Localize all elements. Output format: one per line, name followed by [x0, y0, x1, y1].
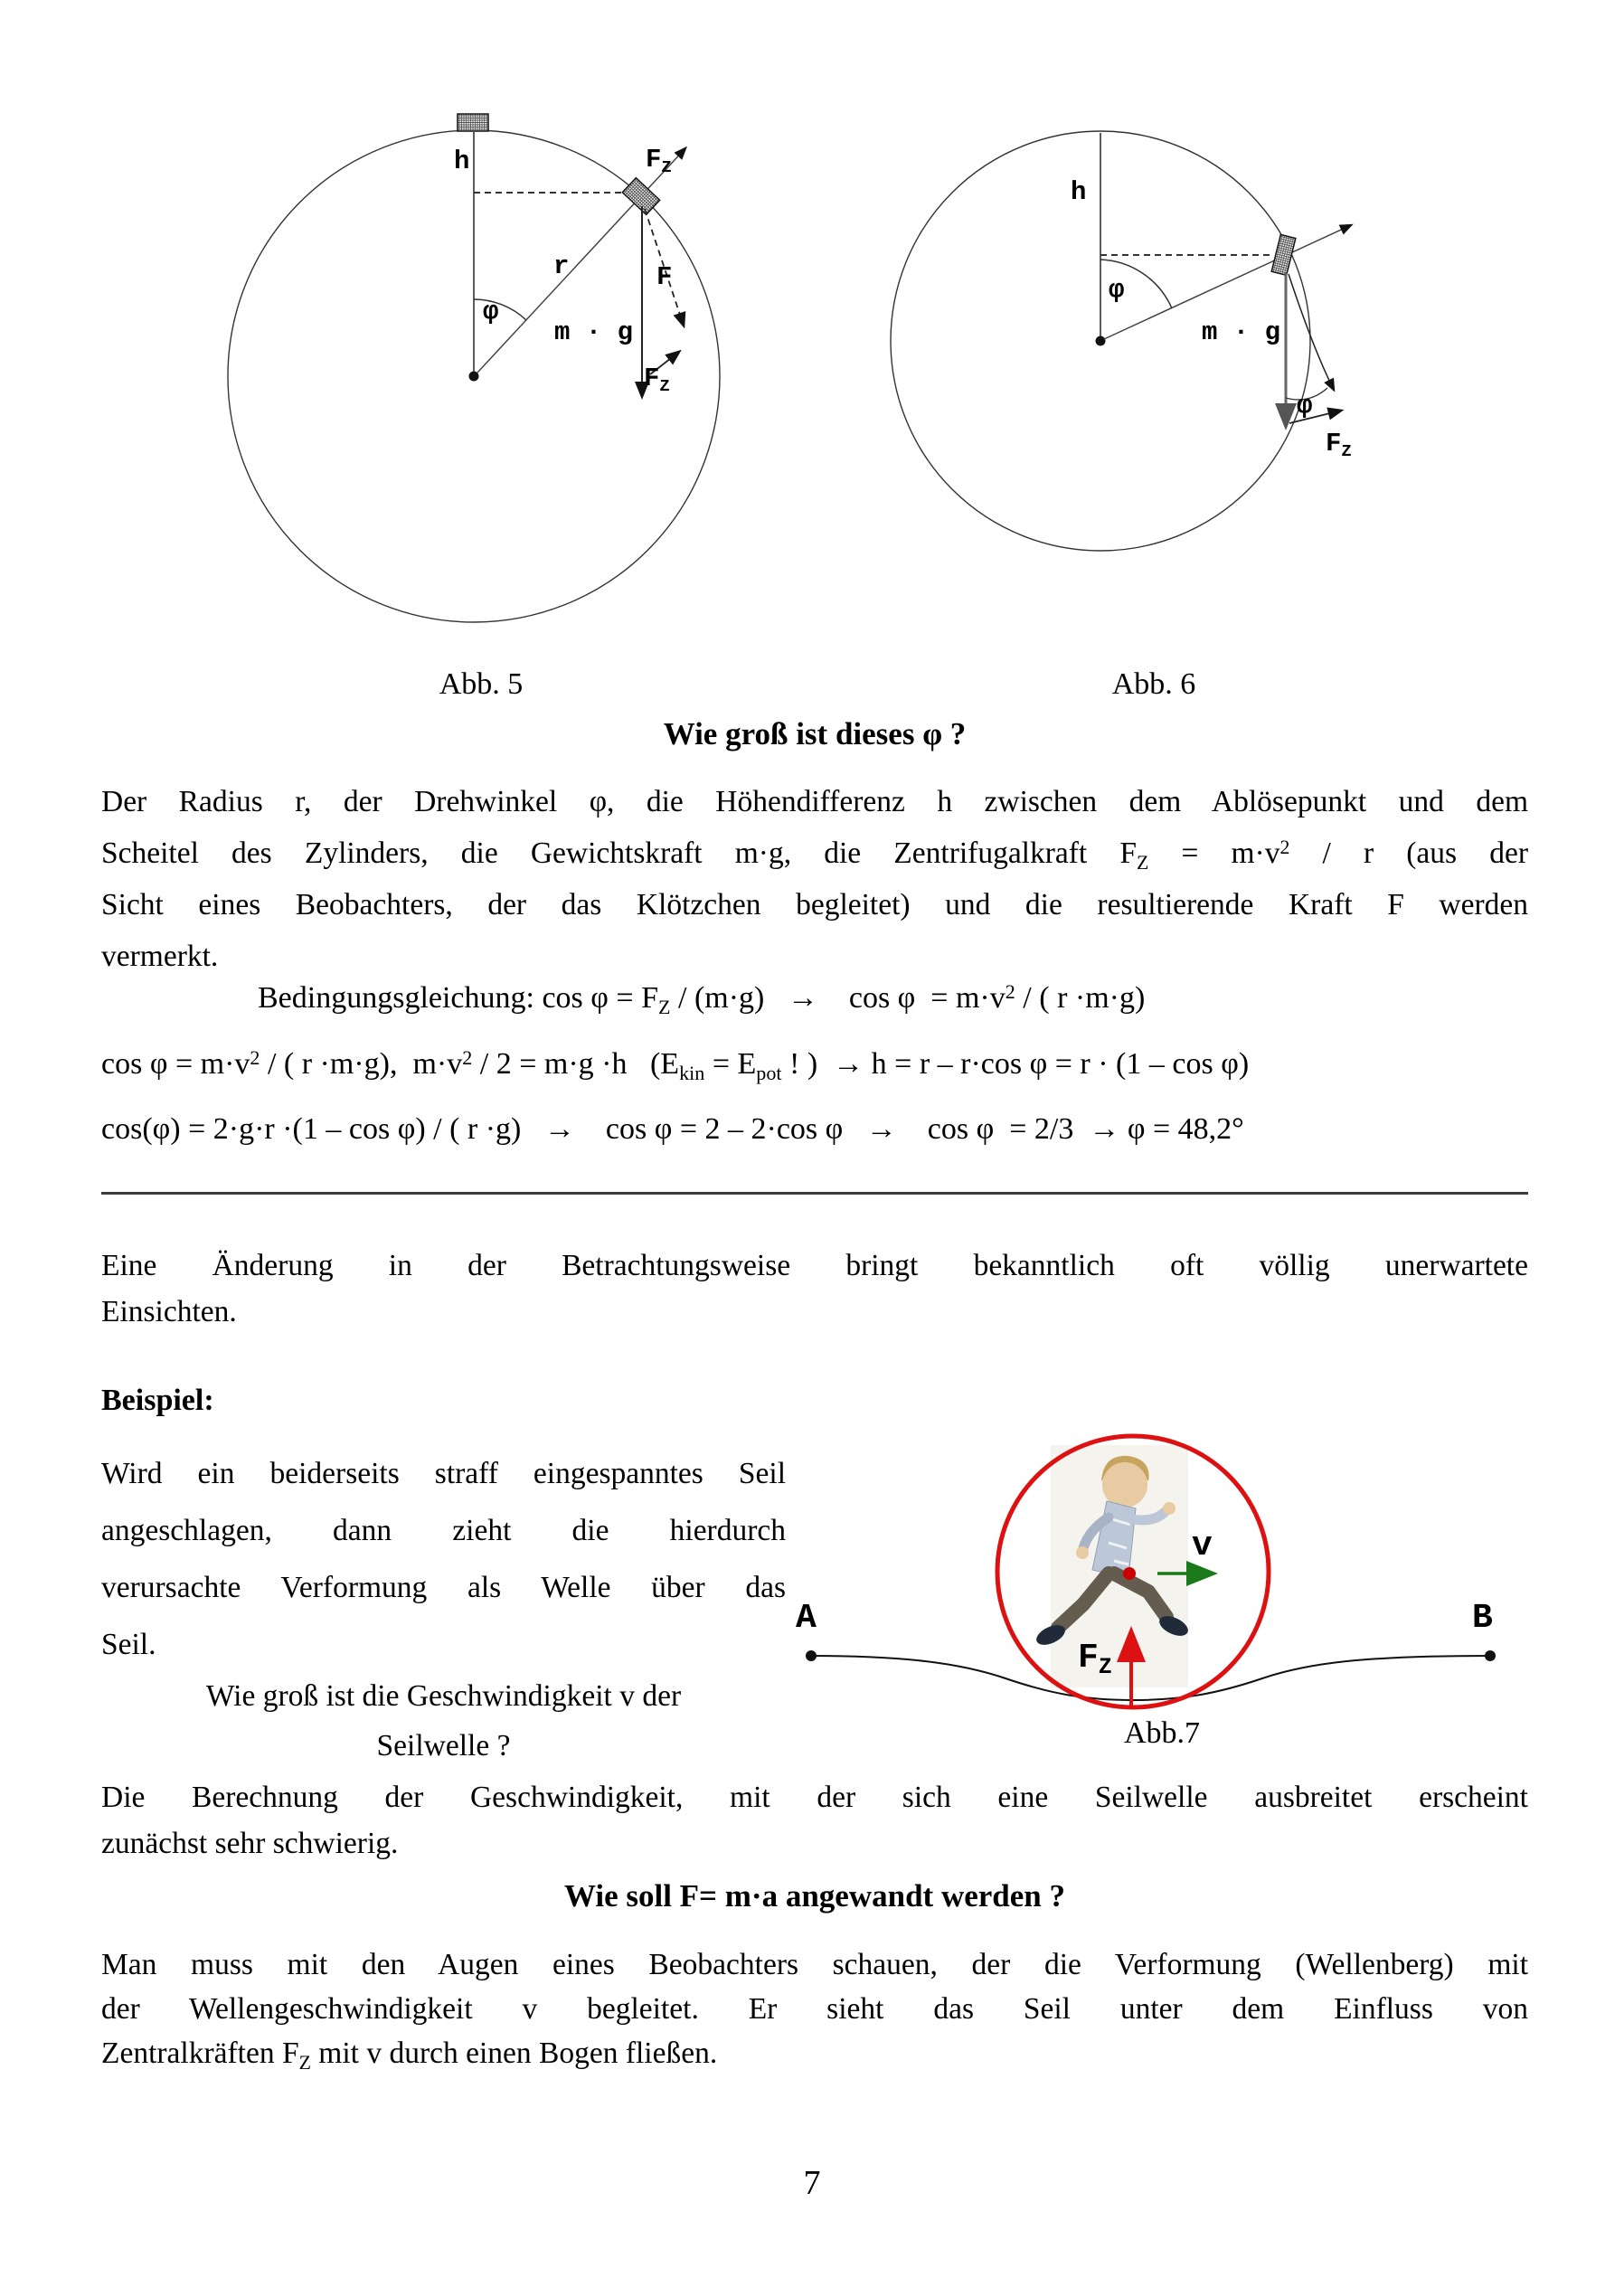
heading-wie-gross-phi: Wie groß ist dieses φ ?	[663, 716, 967, 751]
equation-cos-phi-energy: $\cos \varphi = m\cdot v^2$ / ( r ·m·g), $m\cdot v^2 / 2 = m\cdot g \cdot h$ ($E_{kin} = E_{pot}$ ! ) → h = r – r·cos φ = r · (1 – cos φ)	[101, 1046, 1250, 1084]
abb5-h-label: h	[454, 146, 470, 176]
abb5-caption: Abb. 5	[439, 667, 524, 701]
paragraph-line: Scheitel des Zylinders, die Gewichtskraft m·g, die Zentrifugalkraft $F_Z = m\cdot v^2 / r$ (aus der	[101, 836, 1528, 874]
abb5-mg-label: m · g	[553, 317, 633, 347]
abb6-phi-top-label: φ	[1109, 275, 1125, 305]
paragraph-line: verursachte Verformung als Welle über das	[101, 1571, 786, 1604]
heading-wie-soll-f: Wie soll F= m·a angewandt werden ?	[563, 1878, 1066, 1914]
paragraph-line: Sicht eines Beobachters, der das Klötzchen begleitet) und die resultierende Kraft F werden	[101, 888, 1528, 921]
abb5-phi-arc	[474, 299, 526, 320]
paragraph-line: Zentralkräften $F_Z$ mit v durch einen Bogen fließen.	[101, 2037, 718, 2074]
abb6-phi-bottom-label: φ	[1297, 391, 1313, 421]
abb6-block	[1271, 234, 1296, 275]
section-divider	[101, 1192, 1528, 1195]
paragraph-berechnung	[101, 1774, 1528, 1866]
rope-end-a-dot	[806, 1650, 817, 1661]
abb6-h-label: h	[1071, 177, 1087, 207]
abb6-caption: Abb. 6	[1111, 667, 1196, 701]
paragraph-line: vermerkt.	[101, 940, 219, 973]
equation-cos-phi-result: cos(φ) = 2·g·r ·(1 – cos φ) / ( r ·g) → cos φ = 2 – 2·cos φ → cos φ = 2/3 → φ = 48,2°	[101, 1112, 1244, 1146]
paragraph-line: Einsichten.	[101, 1295, 237, 1328]
point-a-label: A	[796, 1599, 817, 1638]
abb5-fz-top-label: $F_Z$	[646, 145, 672, 177]
paragraph-beobachter	[101, 1942, 1528, 2075]
velocity-label: v	[1192, 1526, 1213, 1565]
abb6-fz-label: $F_Z$	[1326, 429, 1352, 461]
fz-label: $F_Z$	[1078, 1639, 1112, 1681]
abb6-cylinder-diagram	[891, 131, 1351, 551]
point-b-label: B	[1472, 1599, 1493, 1638]
figure-abb5-abb6-drawing	[0, 0, 1624, 687]
abb5-fz-bottom-label: $F_Z$	[644, 364, 670, 396]
paragraph-line: Wird ein beiderseits straff eingespanntes Seil	[101, 1457, 786, 1490]
paragraph-line: Der Radius r, der Drehwinkel φ, die Höhendifferenz h zwischen dem Ablösepunkt und dem	[101, 785, 1528, 818]
paragraph-aenderung	[101, 1243, 1528, 1335]
paragraph-radius	[101, 776, 1528, 982]
paragraph-line: angeschlagen, dann zieht die hierdurch	[101, 1514, 786, 1547]
abb5-phi-label: φ	[483, 297, 499, 326]
paragraph-line: Seil.	[101, 1628, 156, 1661]
rope-end-b-dot	[1485, 1650, 1496, 1661]
paragraph-line: Man muss mit den Augen eines Beobachters schauen, der die Verformung (Wellenberg) mit	[101, 1948, 1528, 1981]
beispiel-label: Beispiel:	[101, 1384, 214, 1417]
question-line: Seilwelle ?	[376, 1729, 511, 1763]
abb7-caption: Abb.7	[1123, 1716, 1201, 1750]
abb5-r-label: r	[553, 251, 570, 281]
center-red-dot	[1123, 1567, 1136, 1580]
running-child-image	[1034, 1445, 1191, 1687]
question-line: Wie groß ist die Geschwindigkeit v der	[205, 1679, 682, 1713]
abb6-resultant-line	[1289, 274, 1334, 390]
abb6-center-dot	[1096, 336, 1106, 346]
page-number: 7	[803, 2164, 821, 2202]
equation-bedingungsgleichung: Bedingungsgleichung: $\cos \varphi = F_Z / (m\cdot g)$ → $\cos \varphi = m\cdot v^2$ / ( r ·m·g)	[258, 980, 1146, 1018]
paragraph-line: Die Berechnung der Geschwindigkeit, mit der sich eine Seilwelle ausbreitet erscheint	[101, 1781, 1528, 1814]
paragraph-line: zunächst sehr schwierig.	[101, 1827, 399, 1860]
paragraph-line: der Wellengeschwindigkeit v begleitet. Er sieht das Seil unter dem Einfluss von	[101, 1992, 1528, 2026]
abb5-center-dot	[469, 372, 479, 382]
abb5-block-top	[458, 114, 488, 131]
abb5-f-label: F	[656, 262, 673, 292]
abb6-mg-label: m · g	[1201, 317, 1280, 347]
paragraph-line: Eine Änderung in der Betrachtungsweise bringt bekanntlich oft völlig unerwartete	[101, 1249, 1528, 1282]
